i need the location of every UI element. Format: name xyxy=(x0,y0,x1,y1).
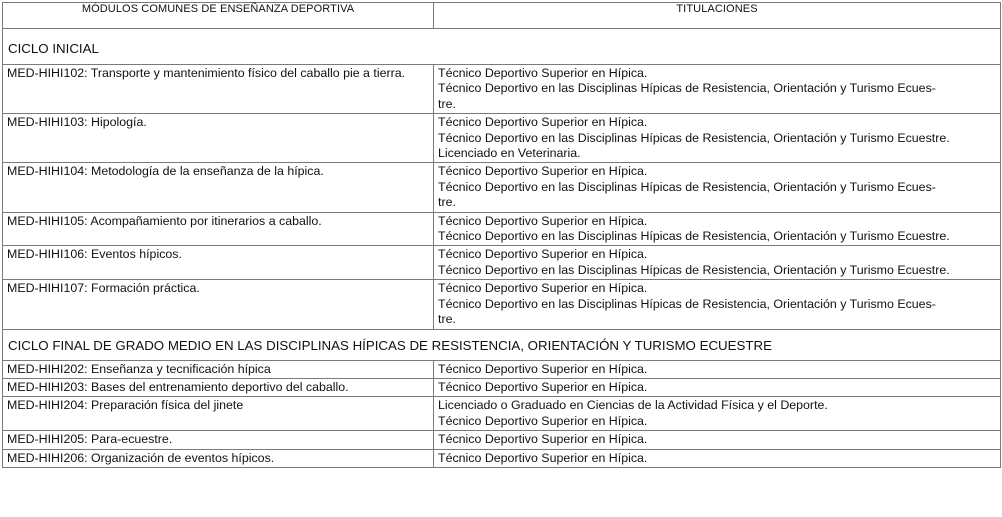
titulacion-line: Técnico Deportivo Superior en Hípica. xyxy=(438,361,648,376)
table-row xyxy=(3,449,1001,467)
table-row xyxy=(3,360,1001,378)
module-cell: MED-HIHI105: Acompañamiento por itinerarios a caballo. xyxy=(3,212,434,246)
titulaciones-cell xyxy=(434,163,1001,212)
titulaciones-cell xyxy=(434,246,1001,280)
titulaciones-cell xyxy=(434,431,1001,449)
titulacion-line: Técnico Deportivo Superior en Hípica. xyxy=(438,450,648,465)
titulacion-line: Técnico Deportivo Superior en Hípica. xyxy=(438,164,648,179)
titulaciones-cell xyxy=(434,360,1001,378)
table-row xyxy=(3,163,1001,212)
titulacion-line: Técnico Deportivo Superior en Hípica. xyxy=(438,432,648,447)
header-modules: MÓDULOS COMUNES DE ENSEÑANZA DEPORTIVA xyxy=(3,3,434,29)
section-title: CICLO FINAL DE GRADO MEDIO EN LAS DISCIPLINAS HÍPICAS DE RESISTENCIA, ORIENTACIÓN Y TURISMO ECUESTRE xyxy=(3,329,1001,360)
header-titulaciones: TITULACIONES xyxy=(434,3,1001,29)
titulaciones-cell xyxy=(434,449,1001,467)
table-body xyxy=(3,29,1001,468)
table-row xyxy=(3,212,1001,246)
titulacion-line: Técnico Deportivo en las Disciplinas Hípicas de Resistencia, Orientación y Turismo Ecuestre. xyxy=(438,130,950,145)
titulacion-line: tre. xyxy=(438,312,456,327)
module-cell: MED-HIHI206: Organización de eventos hípicos. xyxy=(3,449,434,467)
module-cell: MED-HIHI103: Hipología. xyxy=(3,114,434,163)
module-cell: MED-HIHI102: Transporte y mantenimiento físico del caballo pie a tierra. xyxy=(3,65,434,114)
titulacion-line: tre. xyxy=(438,96,456,111)
titulacion-line: Técnico Deportivo Superior en Hípica. xyxy=(438,281,648,296)
table-row xyxy=(3,280,1001,329)
titulacion-line: Licenciado o Graduado en Ciencias de la Actividad Física y el Deporte. xyxy=(438,398,828,413)
titulacion-line: Técnico Deportivo en las Disciplinas Hípicas de Resistencia, Orientación y Turismo Ecues- xyxy=(438,81,936,96)
titulacion-line: Técnico Deportivo Superior en Hípica. xyxy=(438,379,648,394)
section-row xyxy=(3,29,1001,65)
titulaciones-cell xyxy=(434,397,1001,431)
table-row xyxy=(3,397,1001,431)
titulacion-line: Licenciado en Veterinaria. xyxy=(438,146,581,161)
module-cell: MED-HIHI204: Preparación física del jinete xyxy=(3,397,434,431)
section-title: CICLO INICIAL xyxy=(3,29,1001,65)
titulaciones-cell xyxy=(434,65,1001,114)
titulacion-line: Técnico Deportivo en las Disciplinas Hípicas de Resistencia, Orientación y Turismo Ecues- xyxy=(438,179,936,194)
module-cell: MED-HIHI202: Enseñanza y tecnificación hípica xyxy=(3,360,434,378)
module-cell: MED-HIHI104: Metodología de la enseñanza de la hípica. xyxy=(3,163,434,212)
table-row xyxy=(3,246,1001,280)
table-row xyxy=(3,65,1001,114)
table-row xyxy=(3,114,1001,163)
module-cell: MED-HIHI107: Formación práctica. xyxy=(3,280,434,329)
modules-titulaciones-table xyxy=(2,2,1001,468)
titulacion-line: Técnico Deportivo Superior en Hípica. xyxy=(438,413,648,428)
titulaciones-cell xyxy=(434,114,1001,163)
module-cell: MED-HIHI205: Para-ecuestre. xyxy=(3,431,434,449)
titulacion-line: Técnico Deportivo en las Disciplinas Hípicas de Resistencia, Orientación y Turismo Ecues- xyxy=(438,296,936,311)
table-row xyxy=(3,431,1001,449)
titulacion-line: Técnico Deportivo Superior en Hípica. xyxy=(438,115,648,130)
titulacion-line: Técnico Deportivo Superior en Hípica. xyxy=(438,213,648,228)
table-row xyxy=(3,378,1001,396)
titulacion-line: Técnico Deportivo en las Disciplinas Hípicas de Resistencia, Orientación y Turismo Ecuestre. xyxy=(438,262,950,277)
titulacion-line: Técnico Deportivo Superior en Hípica. xyxy=(438,247,648,262)
titulaciones-cell xyxy=(434,212,1001,246)
module-cell: MED-HIHI106: Eventos hípicos. xyxy=(3,246,434,280)
titulaciones-cell xyxy=(434,378,1001,396)
titulacion-line: Técnico Deportivo en las Disciplinas Hípicas de Resistencia, Orientación y Turismo Ecuestre. xyxy=(438,229,950,244)
titulaciones-cell xyxy=(434,280,1001,329)
header-row xyxy=(3,3,1001,29)
titulacion-line: Técnico Deportivo Superior en Hípica. xyxy=(438,66,648,80)
titulacion-line: tre. xyxy=(438,195,456,210)
section-row xyxy=(3,329,1001,360)
module-cell: MED-HIHI203: Bases del entrenamiento deportivo del caballo. xyxy=(3,378,434,396)
